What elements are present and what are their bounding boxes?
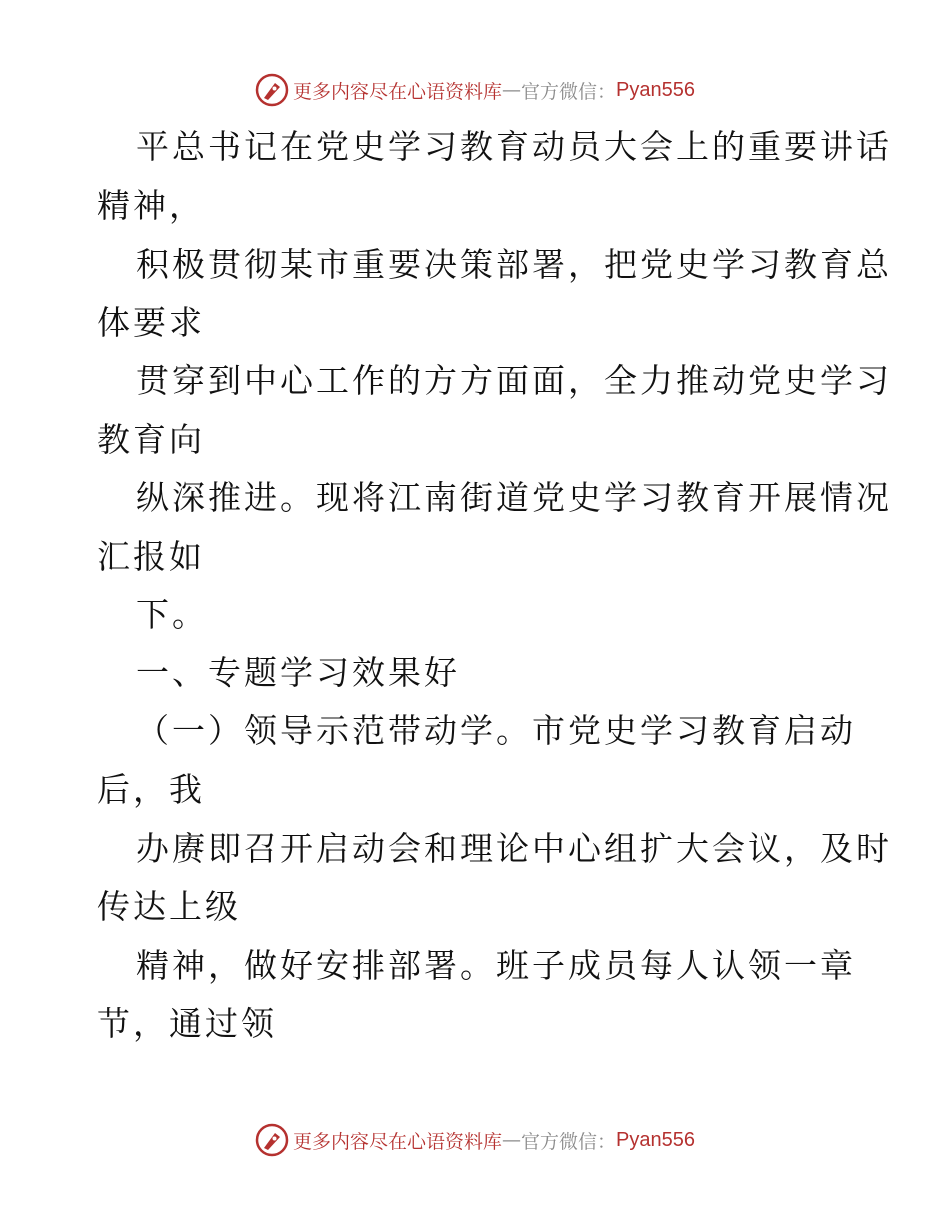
body-line: 积极贯彻某市重要决策部署，把党史学习教育总 <box>136 245 892 284</box>
pen-nib-circle-icon <box>255 73 289 107</box>
body-line: 教育向 <box>97 420 205 459</box>
watermark-separator: — <box>502 1129 522 1151</box>
watermark-separator: — <box>502 79 522 101</box>
body-line: 贯穿到中心工作的方方面面，全力推动党史学习 <box>136 361 892 400</box>
wechat-label: 官方微信： <box>521 80 617 103</box>
body-line: 精神， <box>97 186 205 225</box>
body-line: 传达上级 <box>97 887 241 926</box>
wechat-account: Pyan556 <box>616 1128 695 1151</box>
watermark-text: 更多内容尽在心语资料库 <box>293 80 503 103</box>
section-heading: 一、专题学习效果好 <box>136 653 460 692</box>
wechat-account: Pyan556 <box>616 78 695 101</box>
wechat-label: 官方微信： <box>521 1130 617 1153</box>
body-line: 汇报如 <box>97 537 205 576</box>
body-line: 平总书记在党史学习教育动员大会上的重要讲话 <box>136 127 892 166</box>
body-line: 体要求 <box>97 303 205 342</box>
pen-nib-circle-icon <box>255 1123 289 1157</box>
body-line: 下。 <box>136 595 208 634</box>
body-line: 后，我 <box>97 770 205 809</box>
body-line: （一）领导示范带动学。市党史学习教育启动 <box>136 711 856 750</box>
watermark-text: 更多内容尽在心语资料库 <box>293 1130 503 1153</box>
watermark-footer <box>0 1120 950 1160</box>
body-line: 办赓即召开启动会和理论中心组扩大会议，及时 <box>136 829 892 868</box>
body-line: 纵深推进。现将江南街道党史学习教育开展情况 <box>136 478 892 517</box>
body-line: 精神，做好安排部署。班子成员每人认领一章 <box>136 946 856 985</box>
body-line: 节，通过领 <box>97 1004 277 1043</box>
watermark-header <box>0 70 950 110</box>
